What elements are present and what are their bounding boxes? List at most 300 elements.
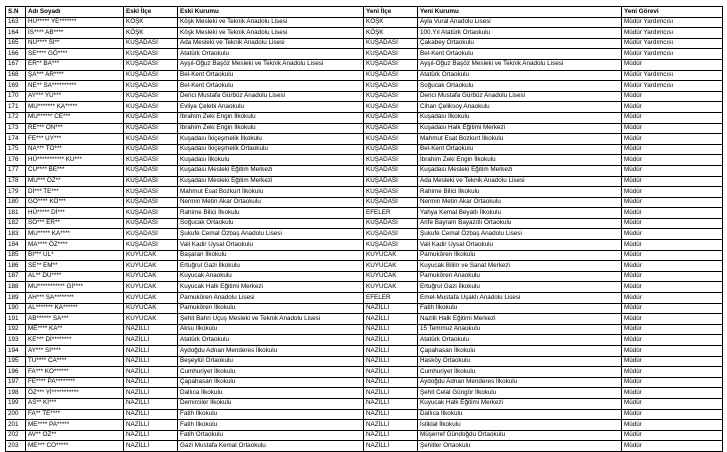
cell-new-district: NAZİLLİ: [364, 409, 418, 420]
cell-new-institution: Ayşıl-Oğuz Başöz Mesleki ve Teknik Anadolu Lisesi: [418, 59, 622, 70]
table-row: [6, 250, 723, 261]
cell-old-institution: Çapahasan İlkokulu: [178, 377, 364, 388]
cell-sn: 200: [6, 409, 26, 420]
table-row: [6, 335, 723, 346]
cell-new-district: NAZİLLİ: [364, 303, 418, 314]
cell-sn: 195: [6, 356, 26, 367]
cell-old-institution: Rahime Bilici İlkokulu: [178, 208, 364, 219]
cell-sn: 194: [6, 346, 26, 357]
cell-new-district: NAZİLLİ: [364, 356, 418, 367]
cell-name: AL** DÜ****: [26, 271, 124, 282]
cell-old-district: KUŞADASI: [124, 91, 178, 102]
table-row: [6, 367, 723, 378]
cell-new-role: Müdür Yardımcısı: [622, 49, 723, 60]
cell-new-institution: Rahime Bilici İlkokulu: [418, 187, 622, 198]
cell-new-district: NAZİLLİ: [364, 388, 418, 399]
cell-old-district: NAZİLLİ: [124, 398, 178, 409]
cell-new-institution: Kuşadası Mesleki Eğitim Merkezi: [418, 165, 622, 176]
cell-name: ME*** CO*****: [26, 441, 124, 452]
cell-new-role: Müdür: [622, 441, 723, 452]
cell-new-institution: Kuyucak Halk Eğitimi Merkezi: [418, 398, 622, 409]
cell-new-district: NAZİLLİ: [364, 367, 418, 378]
cell-new-role: Müdür: [622, 240, 723, 251]
cell-old-district: KUYUCAK: [124, 303, 178, 314]
header-sn: S.N: [6, 7, 26, 18]
cell-name: FA** TE****: [26, 409, 124, 420]
cell-new-institution: Arife Bayram Bayazıtlı Ortaokulu: [418, 218, 622, 229]
header-new-institution: Yeni Kurumu: [418, 7, 622, 18]
cell-new-district: NAZİLLİ: [364, 314, 418, 325]
cell-sn: 189: [6, 293, 26, 304]
table-row: [6, 28, 723, 39]
cell-old-institution: Ayşıl-Oğuz Başöz Mesleki ve Teknik Anadolu Lisesi: [178, 59, 364, 70]
cell-new-district: KUŞADASI: [364, 134, 418, 145]
cell-old-institution: Evliya Çelebi Anaokulu: [178, 102, 364, 113]
cell-name: Bİ*** UL*: [26, 250, 124, 261]
cell-new-district: KUŞADASI: [364, 176, 418, 187]
cell-name: HU***** YE*******: [26, 17, 124, 28]
cell-old-institution: Başaran İlkokulu: [178, 250, 364, 261]
cell-new-institution: Cumhuriyet İlkokulu: [418, 367, 622, 378]
cell-old-district: KUŞADASI: [124, 112, 178, 123]
table-row: [6, 165, 723, 176]
cell-old-district: KUŞADASI: [124, 165, 178, 176]
cell-old-institution: Aksu İlkokulu: [178, 324, 364, 335]
cell-old-district: KUŞADASI: [124, 229, 178, 240]
cell-new-role: Müdür: [622, 112, 723, 123]
cell-name: FE*** UY***: [26, 134, 124, 145]
cell-name: FE**** PA********: [26, 377, 124, 388]
table-row: [6, 134, 723, 145]
cell-old-district: KUŞADASI: [124, 81, 178, 92]
cell-new-role: Müdür: [622, 388, 723, 399]
cell-sn: 198: [6, 388, 26, 399]
table-row: [6, 59, 723, 70]
cell-new-district: KUŞADASI: [364, 102, 418, 113]
cell-sn: 186: [6, 261, 26, 272]
cell-new-role: Müdür: [622, 303, 723, 314]
table-row: [6, 218, 723, 229]
cell-old-district: KUYUCAK: [124, 250, 178, 261]
cell-old-district: KUYUCAK: [124, 314, 178, 325]
cell-name: AY*** Sİ****: [26, 346, 124, 357]
cell-sn: 166: [6, 49, 26, 60]
cell-new-district: NAZİLLİ: [364, 430, 418, 441]
cell-name: NU**** Sİ**: [26, 38, 124, 49]
cell-sn: 192: [6, 324, 26, 335]
cell-name: GÖ**** KO***: [26, 197, 124, 208]
cell-old-district: KUŞADASI: [124, 176, 178, 187]
cell-new-institution: Çakabey Ortaokulu: [418, 38, 622, 49]
cell-new-institution: Mahmut Esat Bozkurt İlkokulu: [418, 134, 622, 145]
cell-sn: 191: [6, 314, 26, 325]
cell-sn: 174: [6, 134, 26, 145]
cell-new-institution: Nermin Metin Akar Ortaokulu: [418, 197, 622, 208]
cell-sn: 201: [6, 420, 26, 431]
table-row: [6, 324, 723, 335]
cell-new-district: KUŞADASI: [364, 144, 418, 155]
cell-new-district: KUŞADASI: [364, 123, 418, 134]
cell-name: SE**** GÖ****: [26, 49, 124, 60]
table-row: [6, 303, 723, 314]
cell-old-institution: Cumhuriyet İlkokulu: [178, 367, 364, 378]
cell-new-district: KUYUCAK: [364, 261, 418, 272]
cell-old-district: KUŞADASI: [124, 134, 178, 145]
cell-new-institution: Emel-Mustafa Uşaklı Anadolu Lisesi: [418, 293, 622, 304]
cell-new-district: NAZİLLİ: [364, 335, 418, 346]
table-row: [6, 293, 723, 304]
header-name: Adı Soyadı: [26, 7, 124, 18]
cell-new-institution: Şehit Celal Güngör İlkokulu: [418, 388, 622, 399]
cell-sn: 180: [6, 197, 26, 208]
cell-new-role: Müdür: [622, 261, 723, 272]
cell-sn: 179: [6, 187, 26, 198]
cell-old-district: KUYUCAK: [124, 293, 178, 304]
cell-name: MU***** KA****: [26, 229, 124, 240]
table-row: [6, 441, 723, 452]
cell-old-institution: İbrahim Zeki Engin İlkokulu: [178, 112, 364, 123]
cell-name: CU**** BE***: [26, 165, 124, 176]
header-old-institution: Eski Kurumu: [178, 7, 364, 18]
cell-old-institution: Bel-Kent Ortaokulu: [178, 70, 364, 81]
cell-sn: 173: [6, 123, 26, 134]
cell-old-district: KUŞADASI: [124, 155, 178, 166]
cell-new-institution: Vali Kadir Uysal Ortaokulu: [418, 240, 622, 251]
cell-new-district: NAZİLLİ: [364, 346, 418, 357]
cell-new-district: KUŞADASI: [364, 91, 418, 102]
cell-new-role: Müdür: [622, 197, 723, 208]
cell-name: Dİ*** TE***: [26, 187, 124, 198]
cell-new-district: KUYUCAK: [364, 271, 418, 282]
cell-old-institution: Mahmut Esat Bozkurt İlkokulu: [178, 187, 364, 198]
cell-new-role: Müdür: [622, 208, 723, 219]
cell-sn: 171: [6, 102, 26, 113]
cell-old-institution: Soğucak Ortaokulu: [178, 218, 364, 229]
cell-new-role: Müdür: [622, 335, 723, 346]
table-row: [6, 282, 723, 293]
cell-new-district: KÖŞK: [364, 17, 418, 28]
cell-old-district: KUŞADASI: [124, 49, 178, 60]
cell-new-institution: Ayla Vural Anadolu Lisesi: [418, 17, 622, 28]
cell-new-district: KUŞADASI: [364, 240, 418, 251]
cell-old-institution: Kuşadası Mesleki Eğitim Merkezi: [178, 165, 364, 176]
cell-old-institution: İbrahim Zeki Engin İlkokulu: [178, 123, 364, 134]
cell-old-institution: Kuşadası Mesleki Eğitim Merkezi: [178, 176, 364, 187]
cell-sn: 181: [6, 208, 26, 219]
cell-new-role: Müdür: [622, 324, 723, 335]
cell-name: AS** Kİ***: [26, 398, 124, 409]
table-row: [6, 112, 723, 123]
cell-sn: 177: [6, 165, 26, 176]
cell-old-district: KUŞADASI: [124, 197, 178, 208]
cell-new-institution: Müşerref Gündoğdu Ortaokulu: [418, 430, 622, 441]
cell-new-institution: Ertuğrul Gazi İlkokulu: [418, 282, 622, 293]
header-row: [6, 7, 723, 18]
cell-old-institution: Fatih Ortaokulu: [178, 430, 364, 441]
cell-old-district: KUŞADASI: [124, 102, 178, 113]
cell-old-institution: Ertuğrul Gazi İlkokulu: [178, 261, 364, 272]
table-row: [6, 197, 723, 208]
cell-new-district: NAZİLLİ: [364, 398, 418, 409]
cell-sn: 190: [6, 303, 26, 314]
cell-sn: 196: [6, 367, 26, 378]
cell-old-institution: Aydoğdu Adnan Menderes İlkokulu: [178, 346, 364, 357]
table-row: [6, 420, 723, 431]
table-row: [6, 208, 723, 219]
cell-new-institution: İbrahim Zeki Engin İlkokulu: [418, 155, 622, 166]
cell-new-role: Müdür: [622, 176, 723, 187]
cell-new-institution: Bel-Kent Ortaokulu: [418, 144, 622, 155]
cell-old-institution: Pamukören İlkokulu: [178, 303, 364, 314]
cell-new-institution: Fatih İlkokulu: [418, 303, 622, 314]
cell-old-institution: Şukufe Cemal Özbaş Anadolu Lisesi: [178, 229, 364, 240]
header-new-role: Yeni Görevi: [622, 7, 723, 18]
cell-old-institution: Köşk Mesleki ve Teknik Anadolu Lisesi: [178, 17, 364, 28]
cell-new-institution: Atatürk Ortaokulu: [418, 335, 622, 346]
cell-sn: 182: [6, 218, 26, 229]
cell-new-district: KUŞADASI: [364, 112, 418, 123]
cell-old-district: NAZİLLİ: [124, 430, 178, 441]
cell-new-role: Müdür: [622, 271, 723, 282]
cell-old-district: KUYUCAK: [124, 261, 178, 272]
table-row: [6, 240, 723, 251]
cell-new-district: KUŞADASI: [364, 165, 418, 176]
cell-old-institution: Atatürk Ortaokulu: [178, 335, 364, 346]
cell-sn: 202: [6, 430, 26, 441]
cell-sn: 184: [6, 240, 26, 251]
table-row: [6, 356, 723, 367]
cell-old-district: KUYUCAK: [124, 271, 178, 282]
cell-name: SO*** ER**: [26, 218, 124, 229]
cell-name: ÖZ*** Yİ***********: [26, 388, 124, 399]
cell-new-role: Müdür: [622, 250, 723, 261]
cell-old-institution: Demirciler İlkokulu: [178, 398, 364, 409]
cell-name: MU****** CE***: [26, 112, 124, 123]
cell-new-role: Müdür: [622, 123, 723, 134]
cell-new-role: Müdür Yardımcısı: [622, 81, 723, 92]
cell-old-district: NAZİLLİ: [124, 441, 178, 452]
cell-name: AH*** SA********: [26, 293, 124, 304]
cell-new-institution: Kuşadası Halk Eğitimi Merkezi: [418, 123, 622, 134]
cell-new-district: KUŞADASI: [364, 49, 418, 60]
cell-new-institution: Yahya Kemal Beyatlı İlkokulu: [418, 208, 622, 219]
cell-old-district: NAZİLLİ: [124, 388, 178, 399]
cell-new-role: Müdür: [622, 144, 723, 155]
cell-name: AV** OZ**: [26, 430, 124, 441]
cell-new-institution: Bel-Kent Ortaokulu: [418, 49, 622, 60]
cell-sn: 172: [6, 112, 26, 123]
cell-new-institution: Nazilli Halk Eğitimi Merkezi: [418, 314, 622, 325]
cell-new-district: KÖŞK: [364, 28, 418, 39]
cell-name: NA*** TO***: [26, 144, 124, 155]
cell-old-district: NAZİLLİ: [124, 324, 178, 335]
cell-new-institution: Kuşadası İlkokulu: [418, 112, 622, 123]
cell-old-institution: Kuşadası İkiçeşmelik İlkokulu: [178, 134, 364, 145]
cell-new-role: Müdür: [622, 165, 723, 176]
table-row: [6, 49, 723, 60]
cell-new-role: Müdür: [622, 155, 723, 166]
cell-new-institution: Cihan Çeliksoy Anaokulu: [418, 102, 622, 113]
cell-new-institution: Hasköy Ortaokulu: [418, 356, 622, 367]
cell-old-district: KUŞADASI: [124, 59, 178, 70]
cell-new-role: Müdür: [622, 282, 723, 293]
cell-new-institution: Çapahasan İlkokulu: [418, 346, 622, 357]
cell-old-district: KUŞADASI: [124, 123, 178, 134]
cell-old-institution: Kuyucak Anaokulu: [178, 271, 364, 282]
table-row: [6, 409, 723, 420]
cell-old-institution: Beşeylül Ortaokulu: [178, 356, 364, 367]
table-row: [6, 314, 723, 325]
cell-name: AL******* KA******: [26, 303, 124, 314]
cell-new-role: Müdür: [622, 430, 723, 441]
cell-old-district: KUŞADASI: [124, 218, 178, 229]
cell-new-role: Müdür: [622, 187, 723, 198]
cell-new-district: NAZİLLİ: [364, 441, 418, 452]
header-old-district: Eski İlçe: [124, 7, 178, 18]
cell-old-institution: Derici Mustafa Gürbüz Anadolu Lisesi: [178, 91, 364, 102]
cell-old-district: KÖŞK: [124, 28, 178, 39]
cell-sn: 183: [6, 229, 26, 240]
cell-sn: 188: [6, 282, 26, 293]
cell-old-institution: Atatürk Ortaokulu: [178, 49, 364, 60]
cell-name: AB****** SA***: [26, 314, 124, 325]
cell-old-district: NAZİLLİ: [124, 346, 178, 357]
cell-old-district: NAZİLLİ: [124, 335, 178, 346]
cell-old-institution: Dallıca İlkokulu: [178, 388, 364, 399]
table-row: [6, 102, 723, 113]
cell-old-district: NAZİLLİ: [124, 356, 178, 367]
cell-new-institution: Pamukören Anaokulu: [418, 271, 622, 282]
cell-old-institution: Şehit Bahri Uçuş Mesleki ve Teknik Anadolu Lisesi: [178, 314, 364, 325]
cell-new-district: NAZİLLİ: [364, 420, 418, 431]
cell-sn: 163: [6, 17, 26, 28]
cell-sn: 168: [6, 70, 26, 81]
table-row: [6, 144, 723, 155]
cell-new-district: KUŞADASI: [364, 81, 418, 92]
cell-new-district: NAZİLLİ: [364, 377, 418, 388]
cell-new-role: Müdür: [622, 346, 723, 357]
cell-new-district: NAZİLLİ: [364, 324, 418, 335]
cell-new-institution: Pamukören İlkokulu: [418, 250, 622, 261]
cell-old-district: KUŞADASI: [124, 208, 178, 219]
cell-name: ME**** PA*****: [26, 420, 124, 431]
cell-sn: 199: [6, 398, 26, 409]
cell-new-institution: Dallıca İlkokulu: [418, 409, 622, 420]
cell-sn: 175: [6, 144, 26, 155]
cell-name: SE** EM**: [26, 261, 124, 272]
cell-new-institution: 15 Temmuz Anaokulu: [418, 324, 622, 335]
cell-new-role: Müdür: [622, 409, 723, 420]
cell-new-role: Müdür: [622, 377, 723, 388]
cell-new-institution: Ada Mesleki ve Teknik Anadolu Lisesi: [418, 176, 622, 187]
cell-new-district: EFELER: [364, 293, 418, 304]
table-row: [6, 388, 723, 399]
table-row: [6, 123, 723, 134]
table-row: [6, 17, 723, 28]
cell-old-district: KUŞADASI: [124, 240, 178, 251]
cell-old-district: KUŞADASI: [124, 144, 178, 155]
table-row: [6, 176, 723, 187]
cell-new-institution: Atatürk Ortaokulu: [418, 70, 622, 81]
cell-name: TU**** CA****: [26, 356, 124, 367]
table-row: [6, 398, 723, 409]
cell-new-institution: İstiklal İlkokulu: [418, 420, 622, 431]
cell-old-institution: Kuşadası İlkokulu: [178, 155, 364, 166]
cell-old-institution: Nermin Metin Akar Ortaokulu: [178, 197, 364, 208]
appointment-table: [5, 6, 723, 452]
cell-old-institution: Gazi Mustafa Kemal Ortaokulu: [178, 441, 364, 452]
cell-old-district: NAZİLLİ: [124, 420, 178, 431]
cell-new-district: KUŞADASI: [364, 59, 418, 70]
cell-name: KE*** Dİ********: [26, 335, 124, 346]
table-row: [6, 155, 723, 166]
cell-name: MU*********** Gİ****: [26, 282, 124, 293]
cell-name: MU*** ÖZ**: [26, 176, 124, 187]
cell-sn: 193: [6, 335, 26, 346]
cell-new-institution: Aydoğdu Adnan Menderes İlkokulu: [418, 377, 622, 388]
cell-sn: 164: [6, 28, 26, 39]
cell-new-role: Müdür: [622, 102, 723, 113]
cell-old-district: KUYUCAK: [124, 282, 178, 293]
cell-new-role: Müdür Yardımcısı: [622, 70, 723, 81]
cell-old-institution: Fatih İlkokulu: [178, 420, 364, 431]
cell-new-role: Müdür: [622, 218, 723, 229]
cell-old-institution: Ada Mesleki ve Teknik Anadolu Lisesi: [178, 38, 364, 49]
table-row: [6, 187, 723, 198]
cell-name: HÜ*********** KU***: [26, 155, 124, 166]
table-row: [6, 346, 723, 357]
cell-name: ME**** KA**: [26, 324, 124, 335]
cell-old-institution: Bel-Kent Ortaokulu: [178, 81, 364, 92]
cell-name: NE** SA**********: [26, 81, 124, 92]
cell-new-district: KUŞADASI: [364, 187, 418, 198]
cell-new-institution: Şukufe Cemal Özbaş Anadolu Lisesi: [418, 229, 622, 240]
cell-new-institution: Soğucak Ortaokulu: [418, 81, 622, 92]
cell-new-role: Müdür: [622, 229, 723, 240]
cell-old-institution: Kuyucak Halk Eğitimi Merkezi: [178, 282, 364, 293]
cell-sn: 197: [6, 377, 26, 388]
cell-sn: 169: [6, 81, 26, 92]
cell-old-institution: Kuşadası İkiçeşmelik Ortaokulu: [178, 144, 364, 155]
cell-name: RE*** ÖN***: [26, 123, 124, 134]
cell-sn: 176: [6, 155, 26, 166]
cell-new-role: Müdür Yardımcısı: [622, 28, 723, 39]
cell-new-district: EFELER: [364, 208, 418, 219]
cell-new-role: Müdür: [622, 293, 723, 304]
cell-old-institution: Köşk Mesleki ve Teknik Anadolu Lisesi: [178, 28, 364, 39]
cell-new-district: KUYUCAK: [364, 250, 418, 261]
cell-name: MU******* KA*****: [26, 102, 124, 113]
cell-new-district: KUŞADASI: [364, 218, 418, 229]
cell-new-role: Müdür Yardımcısı: [622, 38, 723, 49]
cell-new-role: Müdür: [622, 314, 723, 325]
cell-new-role: Müdür: [622, 59, 723, 70]
table-row: [6, 261, 723, 272]
cell-old-institution: Pamukören Anadolu Lisesi: [178, 293, 364, 304]
cell-new-district: KUŞADASI: [364, 70, 418, 81]
table-row: [6, 91, 723, 102]
cell-sn: 187: [6, 271, 26, 282]
cell-old-district: KÖŞK: [124, 17, 178, 28]
cell-old-district: KUŞADASI: [124, 70, 178, 81]
table-row: [6, 38, 723, 49]
cell-new-district: KUŞADASI: [364, 229, 418, 240]
cell-name: AY*** YÜ***: [26, 91, 124, 102]
cell-old-institution: Vali Kadir Uysal Ortaokulu: [178, 240, 364, 251]
table-row: [6, 430, 723, 441]
cell-new-role: Müdür: [622, 367, 723, 378]
cell-name: MA**** ÖZ****: [26, 240, 124, 251]
